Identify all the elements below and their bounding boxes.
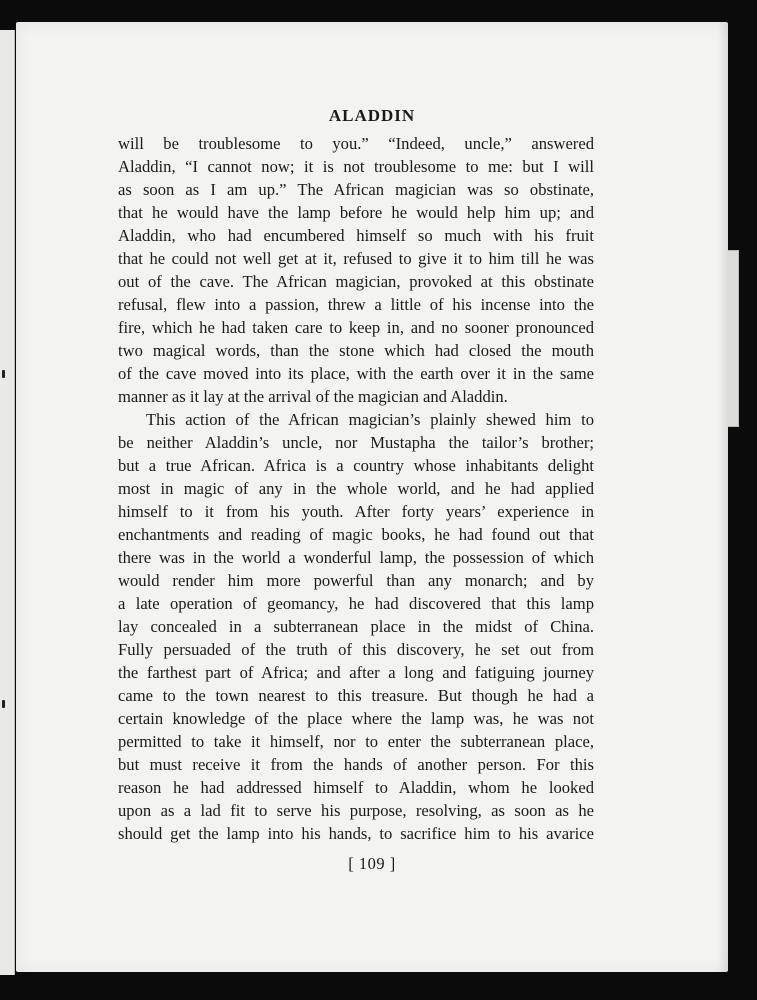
text-line: refusal, flew into a passion, threw a little of his incense into the [118,295,594,314]
text-line: as soon as I am up.” The African magician was so obstinate, [118,180,594,199]
text-line: there was in the world a wonderful lamp, the possession of which [118,548,594,567]
page-edge-shadow [718,22,728,972]
text-line: himself to it from his youth. After forty years’ experience in [118,502,594,521]
text-line: but must receive it from the hands of another person. For this [118,755,594,774]
text-line: upon as a lad fit to serve his purpose, resolving, as soon as he [118,801,594,820]
text-line: Aladdin, “I cannot now; it is not troublesome to me: but I will [118,157,594,176]
paragraph-1 [118,132,594,408]
page-number: [ 109 ] [348,854,396,873]
text-line: permitted to take it himself, nor to enter the subterranean place, [118,732,594,751]
text-line: would render him more powerful than any monarch; and by [118,571,594,590]
text-line: of the cave moved into its place, with the earth over it in the same [118,364,594,383]
text-line: Fully persuaded of the truth of this discovery, he set out from [118,640,594,659]
text-line: the farthest part of Africa; and after a long and fatiguing journey [118,663,594,682]
margin-mark [2,700,5,708]
body-text [118,132,594,845]
text-line: This action of the African magician’s plainly shewed him to [146,410,594,429]
text-line: came to the town nearest to this treasure. But though he had a [118,686,594,705]
text-line: fire, which he had taken care to keep in, and no sooner pronounced [118,318,594,337]
text-line: enchantments and reading of magic books, he had found out that [118,525,594,544]
paragraph-2 [118,408,594,845]
text-line: most in magic of any in the whole world, and he had applied [118,479,594,498]
text-line: should get the lamp into his hands, to sacrifice him to his avarice [118,824,594,843]
margin-mark [2,370,5,378]
text-line: reason he had addressed himself to Aladdin, whom he looked [118,778,594,797]
text-line: that he would have the lamp before he would help him up; and [118,203,594,222]
text-line: will be troublesome to you.” “Indeed, uncle,” answered [118,134,594,153]
text-line: two magical words, than the stone which had closed the mouth [118,341,594,360]
text-line: certain knowledge of the place where the lamp was, he was not [118,709,594,728]
left-page-edge [0,30,15,975]
text-line: that he could not well get at it, refused to give it to him till he was [118,249,594,268]
text-line: a late operation of geomancy, he had discovered that this lamp [118,594,594,613]
text-line: but a true African. Africa is a country whose inhabitants delight [118,456,594,475]
text-line: lay concealed in a subterranean place in the midst of China. [118,617,594,636]
text-line: manner as it lay at the arrival of the magician and Aladdin. [118,387,508,406]
running-head: ALADDIN [328,106,416,125]
text-line: be neither Aladdin’s uncle, nor Mustapha the tailor’s brother; [118,433,594,452]
book-page [16,22,728,972]
text-line: out of the cave. The African magician, provoked at this obstinate [118,272,594,291]
text-line: Aladdin, who had encumbered himself so much with his fruit [118,226,594,245]
